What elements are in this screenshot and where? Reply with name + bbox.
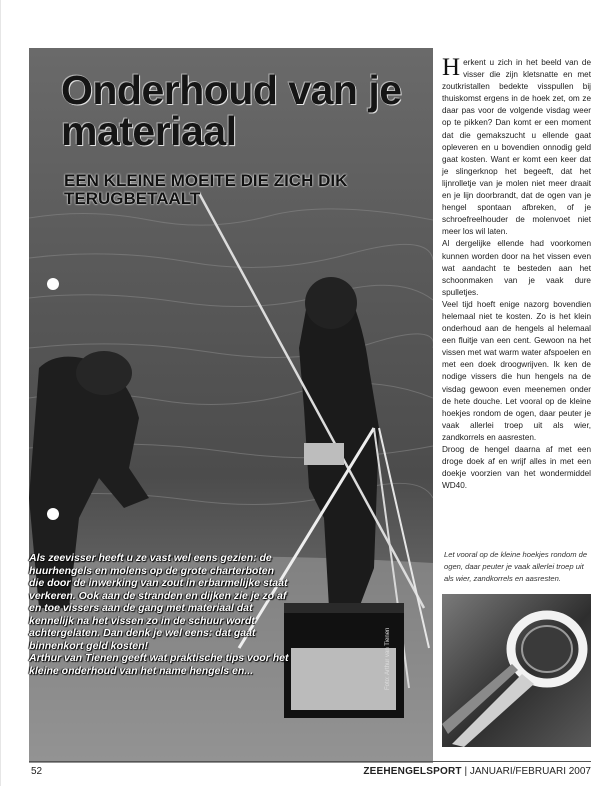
body-paragraph bbox=[442, 54, 591, 238]
intro-paragraph: Arthur van Tienen geeft wat praktische tips voor het kleine onderhoud van het name hengels en... bbox=[29, 652, 289, 677]
hole-punch-mark bbox=[47, 508, 59, 520]
body-paragraph: Veel tijd hoeft enige nazorg bovendien helemaal niet te kosten. Zo is het klein onderhoud aan de hengels al helemaal een fluitje van een cent. Gewoon na het vissen met wat warm water afspoelen en met een doek droogwrijven. Ik ken de nodige vissers die hun hengels na de visdag gewoon even meenemen onder de hete douche. Let vooral op de kleine hoekjes rondom de ogen, daar peuter je vaak allerlei troep uit als wier, zandkorrels en aasresten. bbox=[442, 299, 591, 442]
hole-punch-mark bbox=[47, 278, 59, 290]
publication-info bbox=[363, 766, 591, 777]
article-title: Onderhoud van je materiaal bbox=[61, 67, 402, 154]
rod-guide-photo bbox=[442, 594, 591, 747]
publication-name: ZEEHENGELSPORT bbox=[363, 766, 462, 777]
rod-eye-closeup bbox=[442, 594, 591, 747]
page-footer bbox=[29, 761, 591, 780]
drop-cap: H bbox=[442, 54, 461, 81]
issue-date: | JANUARI/FEBRUARI 2007 bbox=[464, 766, 591, 777]
photo-credit: Foto: Arthur van Tienen bbox=[385, 627, 391, 690]
intro-paragraph: Als zeevisser heeft u ze vast wel eens gezien: de huurhengels en molens op de grote charterboten die door de inwerking van zout in erbarmelijke staat verkeren. Ook aan de stranden en dijken zie je zo af en toe vissers aan de gang met materiaal dat kennelijk na het vissen zo in de schuur wordt achtergelaten. Dan denk je wel eens: dat gaat binnenkort geld kosten! bbox=[29, 552, 288, 652]
photo-caption: Let vooral op de kleine hoekjes rondom de ogen, daar peuter je vaak allerlei troep uit als wier, zandkorrels en aasresten. bbox=[444, 550, 588, 583]
article-subtitle: EEN KLEINE MOEITE DIE ZICH DIK TERUGBETAALT bbox=[64, 171, 348, 208]
article-body bbox=[442, 54, 591, 492]
page-number: 52 bbox=[31, 766, 43, 777]
body-paragraph-text: erkent u zich in het beeld van de visser die zijn kletsnatte en met zoutkristallen bedekte visspullen bij thuiskomst ergens in de hoek zet, om ze daar pas voor de volgende visdag weer op te pikken? Dan komt er een moment dat die gemakszucht u ellende gaat opleveren en u bovendien onnodig geld gaat kosten. Want er komt een keer dat je slingerknop het begeeft, dat het lijnrolletje van je molen niet meer draait en je lijn doorbrandt, dat de ogen van je hengel spontaan afbreken, of je schroefreelhouder de molenvoet niet meer los wil laten. bbox=[442, 58, 591, 237]
article-intro bbox=[29, 552, 291, 677]
body-paragraph: Al dergelijke ellende had voorkomen kunnen worden door na het vissen even wat aandacht te besteden aan het schoonmaken van je vaak dure spulletjes. bbox=[442, 239, 591, 297]
body-paragraph: Droog de hengel daarna af met een droge doek af en wrijf alles in met een doekje voorzien van het wondermiddel WD40. bbox=[442, 445, 591, 491]
